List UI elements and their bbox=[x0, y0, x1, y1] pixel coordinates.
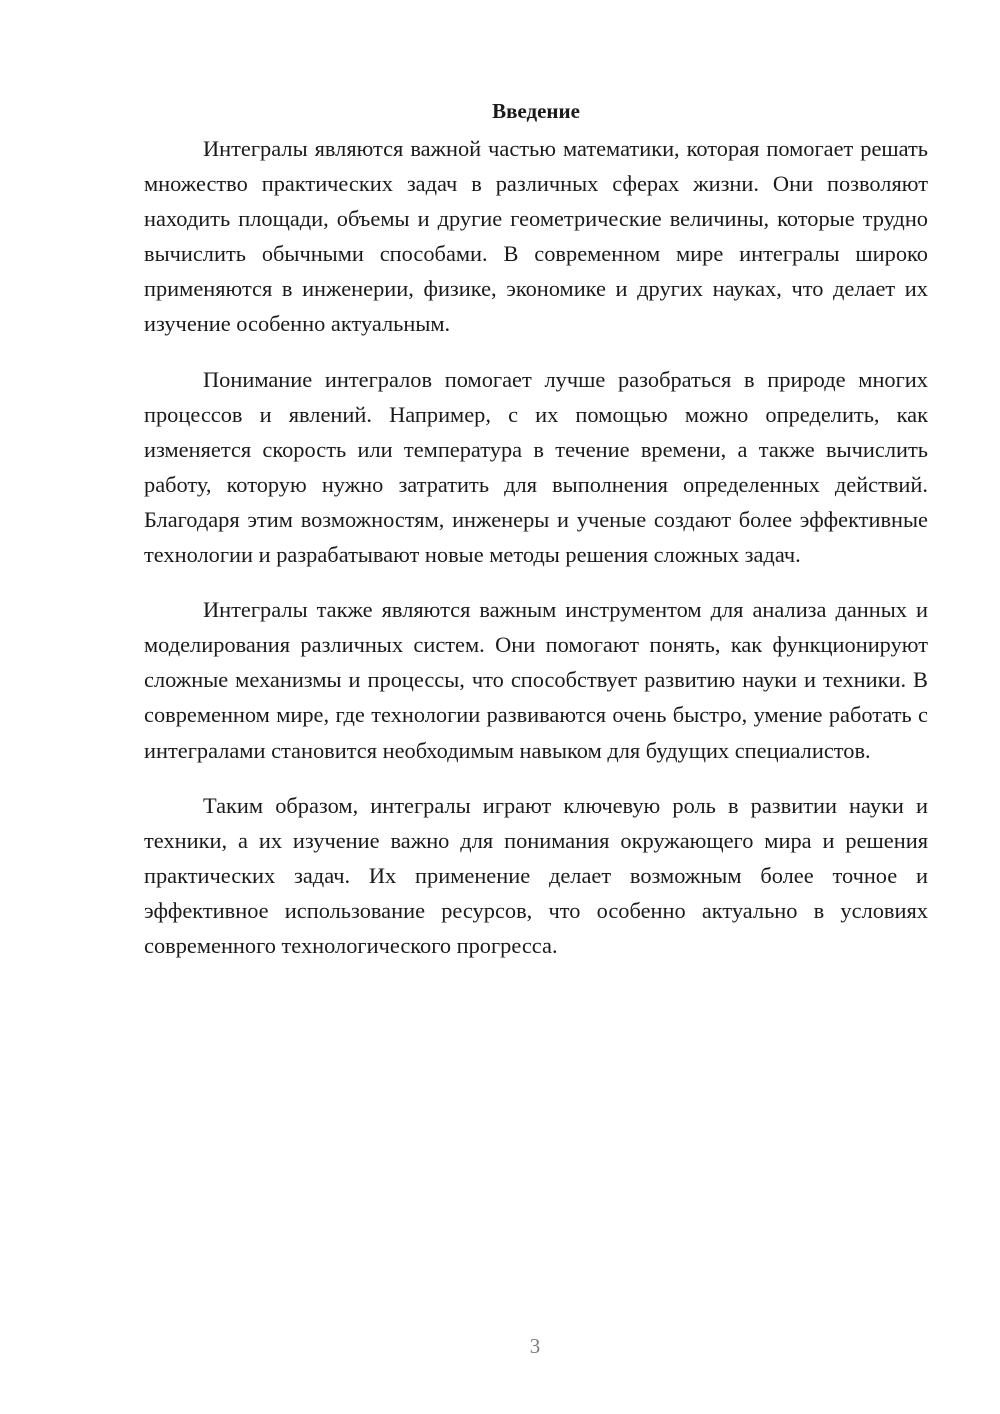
page-content bbox=[144, 96, 928, 983]
paragraph-1: Интегралы являются важной частью математики, которая помогает решать множество практических задач в различных сферах жизни. Они позволяют находить площади, объемы и другие геометрические величины, которые трудно вычислить обычными способами. В современном мире интегралы широко применяются в инженерии, физике, экономике и других науках, что делает их изучение особенно актуальным. bbox=[144, 136, 928, 337]
paragraph-4: Таким образом, интегралы играют ключевую роль в развитии науки и техники, а их изучение важно для понимания окружающего мира и решения практических задач. Их применение делает возможным более точное и эффективное использование ресурсов, что особенно актуально в условиях современного технологического прогресса. bbox=[144, 792, 928, 958]
paragraph-3: Интегралы также являются важным инструментом для анализа данных и моделирования различных систем. Они помогают понять, как функционируют сложные механизмы и процессы, что способствует развитию науки и техники. В современном мире, где технологии развиваются очень быстро, умение работать с интегралами становится необходимым навыком для будущих специалистов. bbox=[144, 597, 928, 763]
section-heading: Введение bbox=[492, 99, 580, 123]
paragraph-2: Понимание интегралов помогает лучше разобраться в природе многих процессов и явлений. Например, с их помощью можно определить, как изменяется скорость или температура в течение времени, а также вычислить работу, которую нужно затратить для выполнения определенных действий. Благодаря этим возможностям, инженеры и ученые создают более эффективные технологии и разрабатывают новые методы решения сложных задач. bbox=[144, 366, 928, 568]
page-number: 3 bbox=[529, 1334, 541, 1358]
